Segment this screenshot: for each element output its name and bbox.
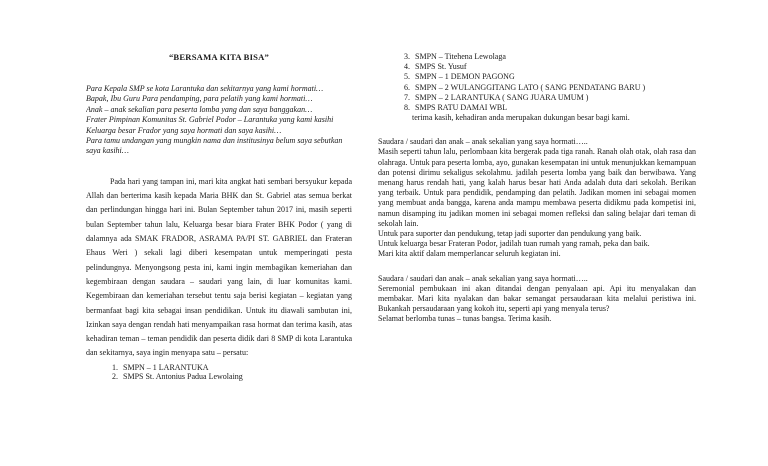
- school-list-right: [378, 52, 696, 113]
- document-title: “BERSAMA KITA BISA”: [168, 52, 270, 62]
- salutation-line: Para Kepala SMP se kota Larantuka dan sekitarnya yang kami hormati…: [86, 84, 324, 93]
- salutation-line: Anak – anak sekalian para peserta lomba yang dan saya banggakan…: [86, 104, 313, 114]
- list-item: 7. SMPN – 2 LARANTUKA ( SANG JUARA UMUM ): [412, 93, 696, 103]
- list-item: 4. SMPS St. Yusuf: [412, 62, 696, 72]
- school-list-left: [86, 363, 352, 382]
- paragraph: Seremonial pembukaan ini akan ditandai dengan penyalaan api. Api itu menyalakan dan membakar. Mari kita nyalakan dan bakar semangat persaudaraan kita melalui peristiwa ini. Bukankah persaudaraan yang kokoh itu, seperti api yang menyala terus?: [378, 283, 696, 314]
- list-item: 6. SMPN – 2 WULANGGITANG LATO ( SANG PENDATANG BARU ): [412, 83, 696, 93]
- list-item: 2. SMPS St. Antonius Padua Lewolaing: [120, 372, 352, 381]
- paragraph-line: Untuk keluarga besar Frateran Podor, jadilah tuan rumah yang ramah, peka dan baik.: [378, 239, 650, 249]
- right-column: [378, 52, 696, 325]
- salutation-block: [86, 84, 352, 157]
- salutation-line: Para tamu undangan yang mungkin nama dan institusinya belum saya sebutkan: [86, 136, 343, 146]
- salutation-line: saya kasihi…: [86, 146, 129, 156]
- address-block-3: [378, 274, 696, 325]
- greeting-line: Saudara / saudari dan anak – anak sekalian yang saya hormati…..: [378, 137, 588, 147]
- thanks-line: terima kasih, kehadiran anda merupakan dukungan besar bagi kami.: [412, 113, 630, 123]
- list-item: 1. SMPN – 1 LARANTUKA: [120, 363, 352, 372]
- salutation-line: Keluarga besar Frador yang saya hormati dan saya kasihi…: [86, 125, 282, 135]
- list-item: 8. SMPS RATU DAMAI WBL: [412, 103, 696, 113]
- list-item: 5. SMPN – 1 DEMON PAGONG: [412, 72, 696, 82]
- greeting-line: Saudara / saudari dan anak – anak sekalian yang saya hormati…..: [378, 273, 588, 283]
- salutation-line: Frater Pimpinan Komunitas St. Gabriel Podor – Larantuka yang kami kasihi: [86, 115, 334, 125]
- closing-line: Selamat berlomba tunas – tunas bangsa. Terima kasih.: [378, 314, 552, 324]
- paragraph-line: Mari kita aktif dalam memperlancar seluruh kegiatan ini.: [378, 249, 561, 259]
- list-item: 3. SMPN – Titehena Lewolaga: [412, 52, 696, 62]
- left-column: [86, 52, 352, 382]
- opening-paragraph: Pada hari yang tampan ini, mari kita angkat hati sembari bersyukur kepada Allah dan berterima kasih kepada Maria BHK dan St. Gabriel atas semua berkat dan perlindungan hingga hari ini. Bulan September tahun 2017 ini, masih seperti bulan September tahun lalu, Keluarga besar biara Frater BHK Podor ( yang di dalamnya ada SMAK FRADOR, ASRAMA PA/PI ST. GABRIEL dan Frateran Ehaus Weri ) sekali lagi diberi kesempatan untuk memperingati pesta pelindungnya. Menyongsong pesta ini, kami ingin membagikan kemeriahan dan kegembiraan dengan saudara – saudari yang lain, di luar komunitas kami. Kegembiraan dan kemeriahan tersebut tentu saja berisi kegiatan – kegiatan yang bermanfaat bagi kita sebagai insan pendidikan. Untuk itu diawali sambutan ini, Izinkan saya dengan rendah hati menyampaikan rasa hormat dan terima kasih, atas kehadiran teman – teman pendidik dan peserta didik dari 8 SMP di kota Larantuka dan sekitarnya, saya ingin menyapa satu – persatu:: [86, 176, 352, 358]
- paragraph-line: Untuk para suporter dan pendukung, tetap jadi suporter dan pendukung yang baik.: [378, 229, 642, 239]
- address-block-2: [378, 137, 696, 259]
- salutation-line: Bapak, Ibu Guru Para pendamping, para pelatih yang kami hormati…: [86, 94, 313, 104]
- paragraph: Masih seperti tahun lalu, perlombaan kita bergerak pada tiga ranah. Ranah olah otak, olah rasa dan olahraga. Untuk para peserta lomba, ayo, gunakan kesempatan ini untuk menunjukkan kemampuan dan potensi dirimu sekaligus sekolahmu. jadilah peserta lomba yang baik dan berwibawa. Yang menang harus rendah hati, yang kalah harus besar hati Anda adalah duta dari sekolah. Berikan yang terbaik. Untuk para pendidik, pendamping dan pelatih. Jadikan momen ini sebagai momen yang membuat anda bangga, karena anda mampu membawa peserta didikmu pada kompetisi ini, namun disamping itu jadikan momen ini sebagai momen refleksi dan saling belajar dari teman di sekolah lain.: [378, 147, 696, 228]
